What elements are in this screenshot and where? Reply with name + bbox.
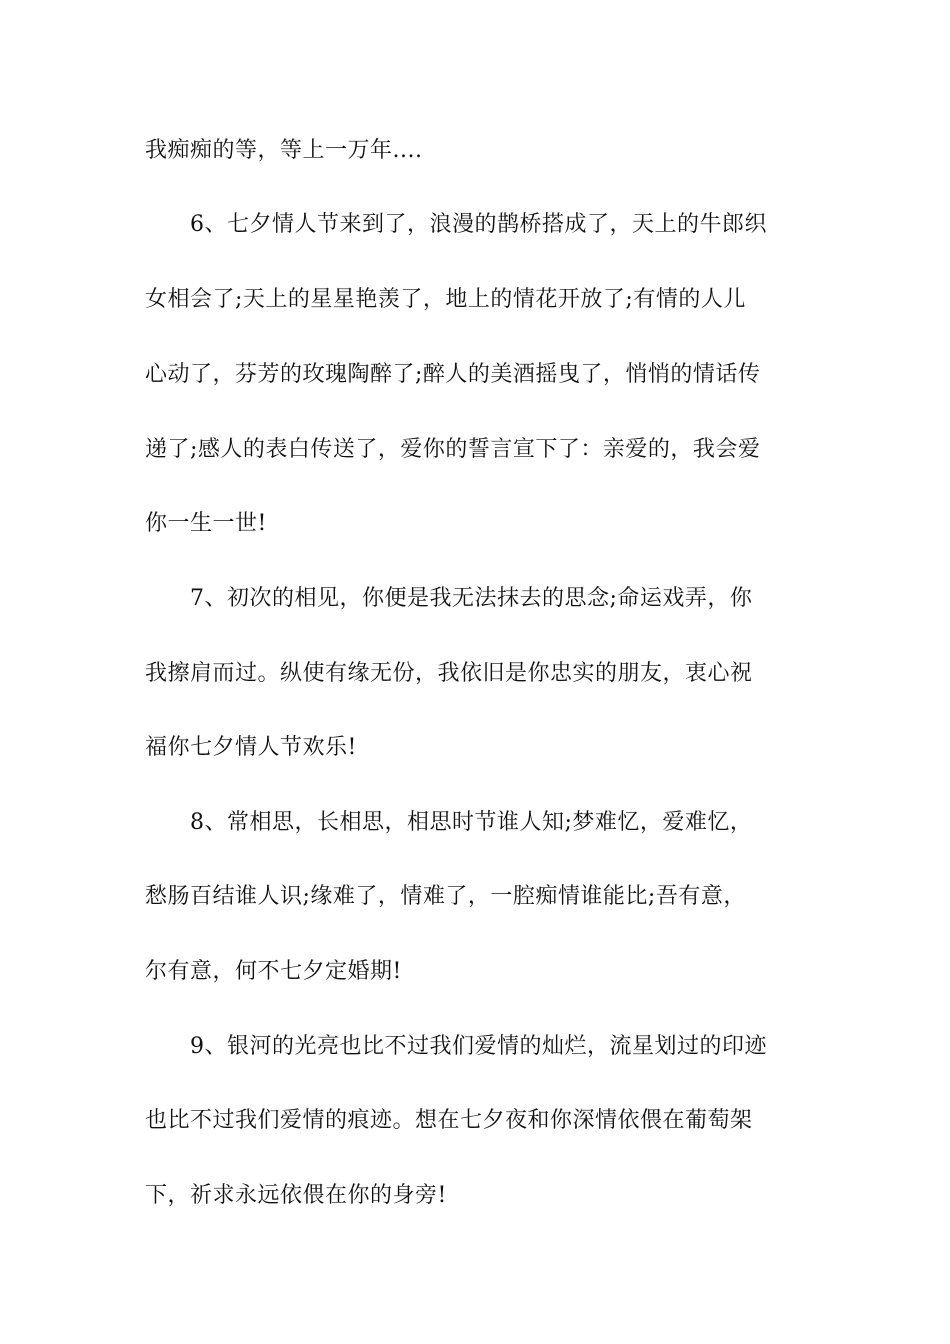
text-line: 递了;感人的表白传送了，爱你的誓言宣下了：亲爱的，我会爱 — [145, 437, 761, 462]
paragraph-7-first-line: 7、初次的相见，你便是我无法抹去的思念;命运戏弄，你 — [190, 586, 753, 611]
paragraph-6-first-line: 6、七夕情人节来到了，浪漫的鹊桥搭成了，天上的牛郎织 — [190, 212, 767, 237]
text-line: 愁肠百结谁人识;缘难了，情难了，一腔痴情谁能比;吾有意， — [145, 884, 746, 909]
text-line: 我痴痴的等，等上一万年.... — [145, 138, 423, 163]
paragraph-8-first-line: 8、常相思，长相思，相思时节谁人知;梦难忆，爱难忆， — [190, 810, 753, 835]
text-line: 尔有意，何不七夕定婚期! — [145, 959, 402, 984]
text-line: 女相会了;天上的星星艳羡了，地上的情花开放了;有情的人儿 — [145, 287, 746, 312]
text-line: 心动了，芬芳的玫瑰陶醉了;醉人的美酒摇曳了，悄悄的情话传 — [145, 362, 761, 387]
text-line: 下，祈求永远依偎在你的身旁! — [145, 1183, 447, 1208]
text-line: 你一生一世! — [145, 511, 267, 536]
text-line: 福你七夕情人节欢乐! — [145, 735, 357, 760]
text-line: 我擦肩而过。纵使有缘无份，我依旧是你忠实的朋友，衷心祝 — [145, 661, 753, 686]
text-line: 也比不过我们爱情的痕迹。想在七夕夜和你深情依偎在葡萄架 — [145, 1108, 753, 1133]
paragraph-9-first-line: 9、银河的光亮也比不过我们爱情的灿烂，流星划过的印迹 — [190, 1034, 767, 1059]
